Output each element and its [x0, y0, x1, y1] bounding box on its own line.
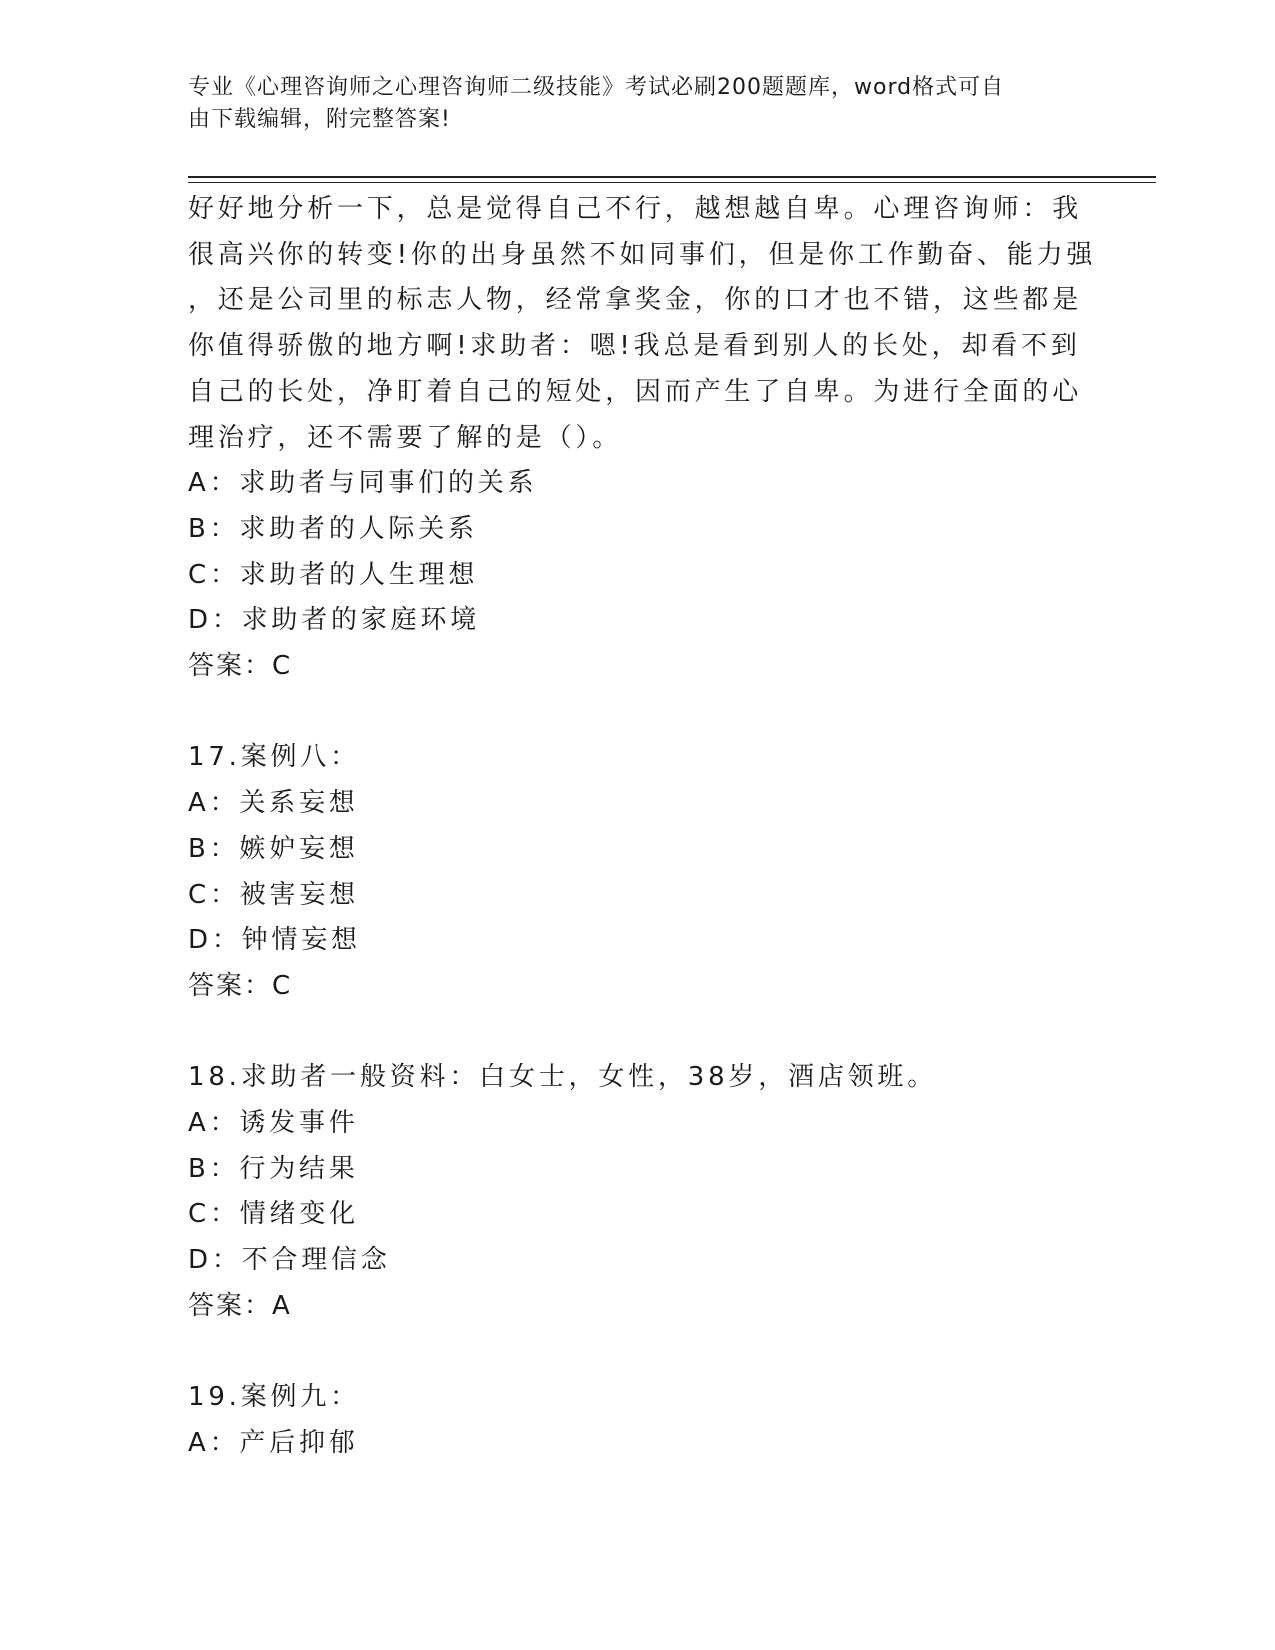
document-body — [188, 187, 1097, 1467]
question-stem-line: 好好地分析一下，总是觉得自己不行，越想越自卑。心理咨询师：我 — [188, 194, 1083, 224]
option-b: B：嫉妒妄想 — [188, 833, 359, 864]
question-stem-line: 自己的长处，净盯着自己的短处，因而产生了自卑。为进行全面的心 — [188, 376, 1083, 407]
question-stem: 18.求助者一般资料：白女士，女性，38岁，酒店领班。 — [188, 1062, 938, 1093]
spacer — [188, 690, 1088, 736]
question-17 — [188, 735, 1088, 1009]
option-a: A：诱发事件 — [188, 1108, 359, 1139]
option-c: C：被害妄想 — [188, 879, 359, 910]
spacer — [188, 1330, 1088, 1376]
answer-line: 答案：C — [188, 970, 293, 1001]
document-header — [188, 72, 1068, 136]
question-16-continued — [188, 187, 1097, 690]
header-title-line-2: 由下载编辑，附完整答案! — [188, 107, 451, 132]
option-c: C：求助者的人生理想 — [188, 559, 479, 590]
question-19 — [188, 1375, 1088, 1466]
option-a: A：产后抑郁 — [188, 1427, 359, 1458]
answer-line: 答案：A — [188, 1290, 292, 1321]
option-d: D：不合理信念 — [188, 1245, 391, 1276]
question-stem: 17.案例八： — [188, 742, 360, 773]
option-b: B：求助者的人际关系 — [188, 513, 478, 544]
option-b: B：行为结果 — [188, 1153, 359, 1184]
question-stem-line: 很高兴你的转变!你的出身虽然不如同事们，但是你工作勤奋、能力强 — [188, 239, 1097, 270]
option-a: A：关系妄想 — [188, 788, 359, 819]
question-stem-line: 你值得骄傲的地方啊!求助者：嗯!我总是看到别人的长处，却看不到 — [188, 331, 1081, 362]
spacer — [188, 1010, 1088, 1056]
question-stem-line: 理治疗，还不需要了解的是（）。 — [188, 422, 623, 453]
option-d: D：钟情妄想 — [188, 925, 361, 956]
option-a: A：求助者与同事们的关系 — [188, 468, 538, 499]
question-stem: 19.案例九： — [188, 1382, 360, 1413]
option-c: C：情绪变化 — [188, 1199, 359, 1230]
question-stem-line: ，还是公司里的标志人物，经常拿奖金，你的口才也不错，这些都是 — [188, 285, 1083, 316]
header-title-line-1: 专业《心理咨询师之心理咨询师二级技能》考试必刷200题题库，word格式可自 — [188, 75, 1005, 100]
option-d: D：求助者的家庭环境 — [188, 605, 481, 636]
question-18 — [188, 1055, 1088, 1329]
answer-line: 答案：C — [188, 651, 293, 682]
header-divider-thick — [188, 176, 1156, 178]
header-divider-thin — [188, 182, 1156, 183]
